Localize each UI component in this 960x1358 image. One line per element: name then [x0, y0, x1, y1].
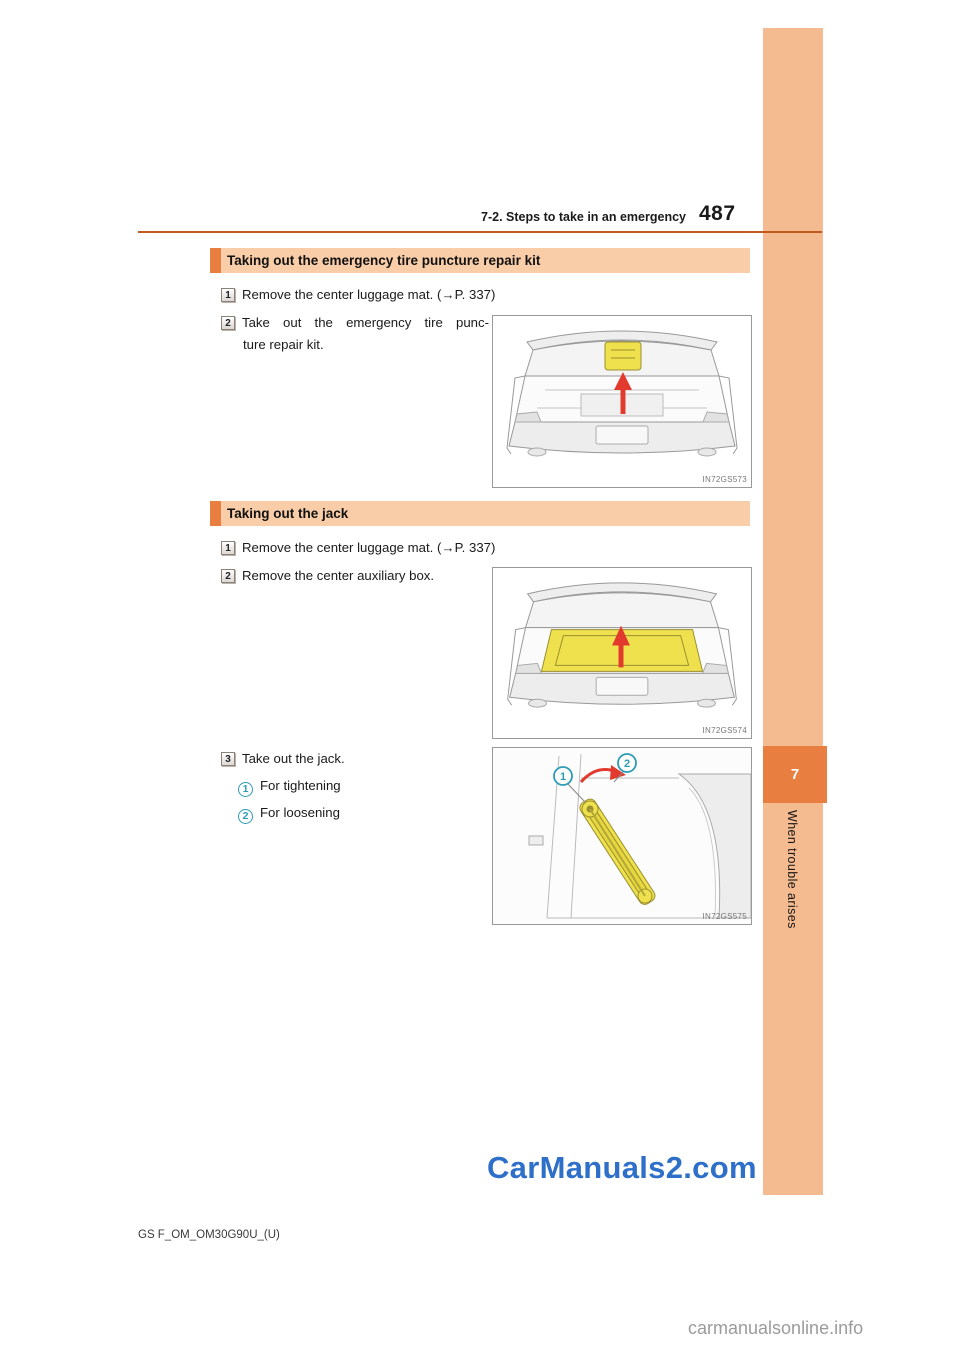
step-number-box: 3: [221, 752, 235, 766]
header-rule: [138, 231, 822, 233]
substep-text: For tightening: [260, 778, 341, 793]
trunk-illustration-repair-kit: [493, 316, 751, 487]
svg-text:2: 2: [623, 758, 631, 770]
step-row: [221, 286, 495, 304]
step-text: Remove the center auxiliary box.: [242, 568, 435, 583]
watermark-link[interactable]: CarManuals2.com: [487, 1150, 757, 1185]
substep-text: For loosening: [260, 805, 340, 820]
chapter-tab: [763, 746, 827, 803]
section-title-text: Taking out the jack: [227, 506, 349, 521]
figure-jack: [492, 747, 752, 925]
section-heading-repair-kit: [210, 248, 750, 273]
header-section-title: 7-2. Steps to take in an emergency: [481, 210, 686, 224]
figure-callout-2: [618, 754, 636, 772]
step-text: Take out the jack.: [242, 751, 345, 766]
section-accent-square: [210, 501, 221, 526]
document-code: GS F_OM_OM30G90U_(U): [138, 1229, 280, 1241]
svg-text:1: 1: [559, 771, 567, 783]
step-number-box: 1: [221, 288, 235, 302]
figure-repair-kit: [492, 315, 752, 488]
step-row: [221, 314, 489, 332]
step-number-box: 2: [221, 569, 235, 583]
step-number-box: 2: [221, 316, 235, 330]
page-number: 487: [699, 202, 736, 225]
step-text: Remove the center luggage mat. (→P. 337): [242, 287, 496, 302]
figure-auxiliary-box: [492, 567, 752, 739]
trunk-illustration-auxiliary-box: [493, 568, 751, 738]
figure-label: IN72GS573: [702, 475, 747, 484]
step-text: Remove the center luggage mat. (→P. 337): [242, 540, 496, 555]
callout-number-2: 2: [238, 809, 253, 824]
step-text: Take out the emergency tire punc-: [242, 315, 489, 330]
figure-callout-1: [554, 767, 572, 785]
section-accent-square: [210, 248, 221, 273]
site-credit-link[interactable]: carmanualsonline.info: [688, 1318, 864, 1338]
figure-label: IN72GS575: [702, 912, 747, 921]
section-title-text: Taking out the emergency tire puncture repair kit: [227, 253, 541, 268]
figure-label: IN72GS574: [702, 726, 747, 735]
repair-kit-highlight: [605, 342, 641, 370]
step-row: [221, 539, 495, 557]
chapter-label: When trouble arises: [785, 810, 799, 929]
jack-illustration: [493, 748, 751, 924]
step-row: [221, 567, 434, 585]
chapter-number: 7: [790, 766, 800, 783]
callout-number-1: 1: [238, 782, 253, 797]
substep-row: [238, 777, 341, 797]
step-row: [221, 750, 345, 768]
section-heading-jack: [210, 501, 750, 526]
sidebar-strip: [763, 28, 823, 1195]
step-text-continued: ture repair kit.: [243, 337, 324, 352]
step-number-box: 1: [221, 541, 235, 555]
substep-row: [238, 804, 340, 824]
